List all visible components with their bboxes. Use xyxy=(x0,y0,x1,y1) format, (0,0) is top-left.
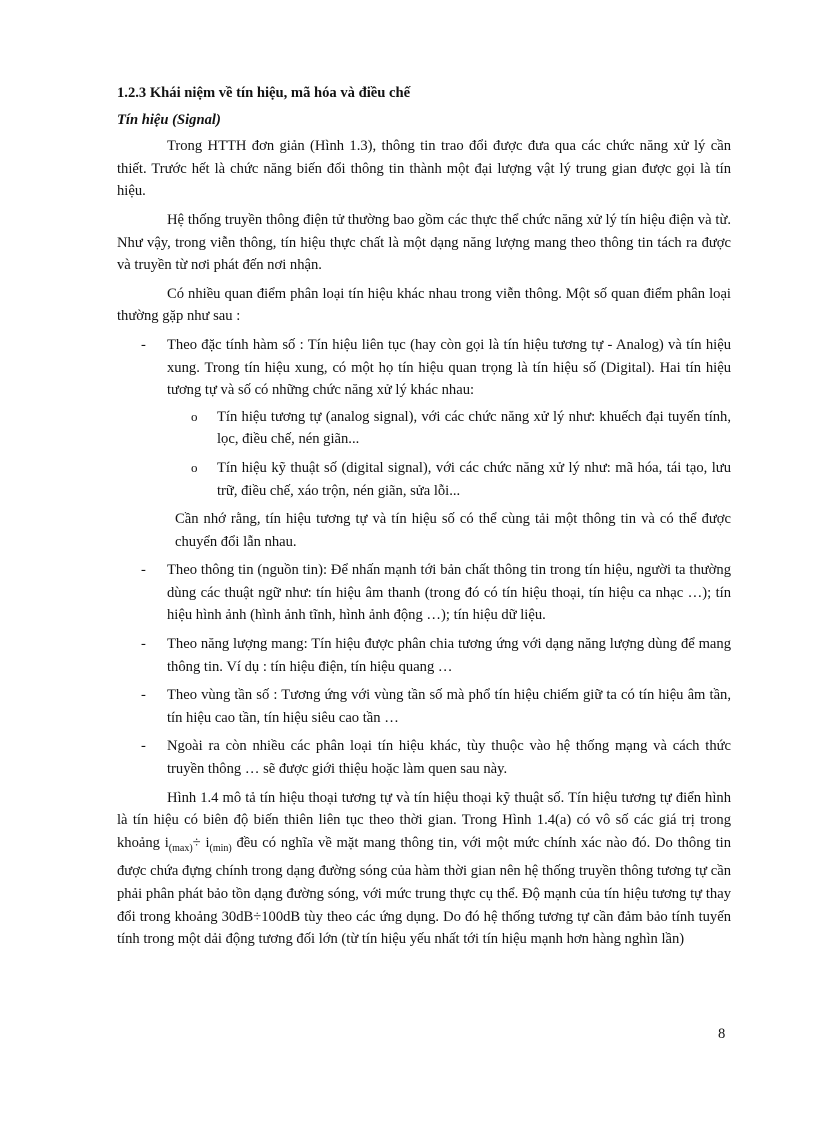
section-heading: 1.2.3 Khái niệm về tín hiệu, mã hóa và điều chế xyxy=(117,85,411,101)
classification-list xyxy=(117,334,731,502)
document-body xyxy=(117,82,731,957)
list-item: - Theo thông tin (nguồn tin): Để nhấn mạnh tới bản chất thông tin trong tín hiệu, người ta thường dùng các thuật ngữ như: tín hiệu âm thanh (trong đó có tín hiệu thoại, tín hiệu ca nhạc …); tín hiệu hình ảnh (hình ảnh tĩnh, hình ảnh động …); tín hiệu dữ liệu. xyxy=(117,559,731,627)
list-item: - Theo năng lượng mang: Tín hiệu được phân chia tương ứng với dạng năng lượng dùng để mang thông tin. Ví dụ : tín hiệu điện, tín hiệu quang … xyxy=(117,633,731,678)
page-number: 8 xyxy=(718,1026,726,1042)
bullet-1-text: Theo đặc tính hàm số : Tín hiệu liên tục (hay còn gọi là tín hiệu tương tự - Analog) và tín hiệu xung. Trong tín hiệu xung, có một họ tín hiệu quan trọng là tín hiệu số (Digital). Hai tín hiệu tương tự và số có những chức năng xử lý khác nhau: xyxy=(167,336,731,399)
classification-list-continued xyxy=(117,559,731,780)
subscript-max: (max) xyxy=(168,842,193,854)
sub-list-item: o Tín hiệu kỹ thuật số (digital signal), với các chức năng xử lý như: mã hóa, tái tạo, lưu trữ, điều chế, xáo trộn, nén giãn, sửa lỗi... xyxy=(167,457,731,502)
division-sign: ÷ i xyxy=(192,834,210,851)
paragraph-1: Trong HTTH đơn giản (Hình 1.3), thông tin trao đổi được đưa qua các chức năng xử lý cần thiết. Trước hết là chức năng biến đổi thông tin thành một đại lượng vật lý trung gian được gọi là tín hiệu. xyxy=(117,138,731,200)
list-item: - Ngoài ra còn nhiều các phân loại tín hiệu khác, tùy thuộc vào hệ thống mạng và cách thức truyền thông … sẽ được giới thiệu hoặc làm quen sau này. xyxy=(117,735,731,780)
paragraph-4 xyxy=(117,787,731,951)
list-item: - Theo vùng tần số : Tương ứng với vùng tần số mà phổ tín hiệu chiếm giữ ta có tín hiệu âm tần, tín hiệu cao tần, tín hiệu siêu cao tần … xyxy=(117,684,731,729)
paragraph-2: Hệ thống truyền thông điện tử thường bao gồm các thực thể chức năng xử lý tín hiệu điện và từ. Như vậy, trong viễn thông, tín hiệu thực chất là một dạng năng lượng mang theo thông tin tách ra được và truyền từ nơi phát đến nơi nhận. xyxy=(117,211,731,274)
subheading: Tín hiệu (Signal) xyxy=(117,111,221,128)
subscript-min: (min) xyxy=(209,842,232,854)
note-paragraph: Cần nhớ rằng, tín hiệu tương tự và tín hiệu số có thể cùng tải một thông tin và có thể được chuyển đổi lẫn nhau. xyxy=(175,511,731,550)
paragraph-4-part2: đều có nghĩa về mặt mang thông tin, với một mức chính xác nào đó. Do thông tin được chứa đựng chính trong dạng đường sóng của hàm thời gian nên hệ thống truyền thông tương tự cần phải phân phát bảo tồn dạng đường sóng, với mức trung thực cụ thể. Độ mạnh của tín hiệu tương tự thay đổi trong khoảng 30dB÷100dB tùy theo các ứng dụng. Do đó hệ thống tương tự cần đảm bảo tính tuyến tính trong một dải động tương đối lớn (từ tín hiệu yếu nhất tới tín hiệu mạnh hơn hàng nghìn lần) xyxy=(117,834,731,948)
sub-list xyxy=(167,406,731,502)
paragraph-3: Có nhiều quan điểm phân loại tín hiệu khác nhau trong viễn thông. Một số quan điểm phân loại thường gặp như sau : xyxy=(117,285,731,325)
sub-list-item: o Tín hiệu tương tự (analog signal), với các chức năng xử lý như: khuếch đại tuyến tính, lọc, điều chế, nén giãn... xyxy=(167,406,731,451)
paragraph-4-part1: Hình 1.4 mô tả tín hiệu thoại tương tự và tín hiệu thoại kỹ thuật số. Tín hiệu tương tự điển hình là tín hiệu có biên độ biến thiên liên tục theo thời gian. Trong Hình 1.4(a) có vô số các giá trị trong khoảng i xyxy=(117,789,731,851)
list-item xyxy=(117,334,731,502)
